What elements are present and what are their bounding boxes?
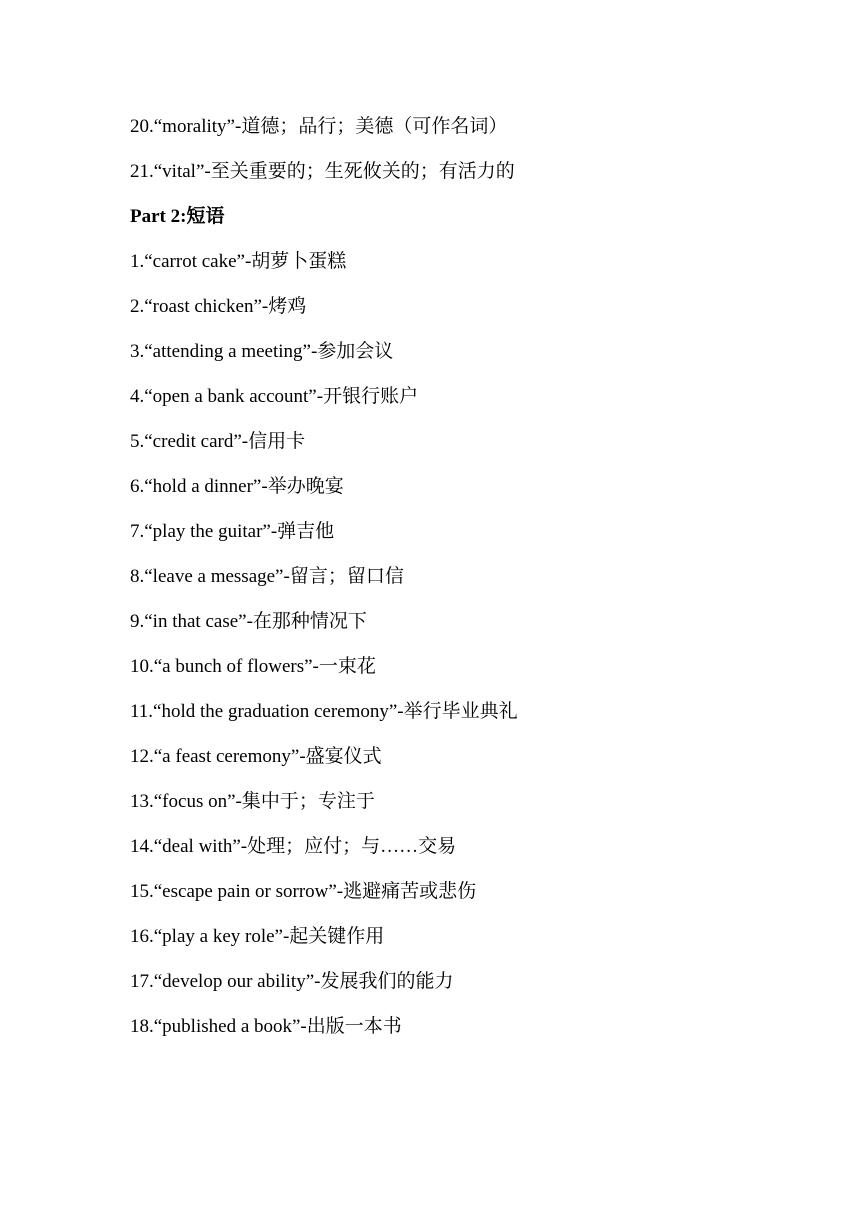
phrase-item-15: 15.“escape pain or sorrow”-逃避痛苦或悲伤 xyxy=(130,881,477,902)
vocab-item-20: 20.“morality”-道德；品行；美德（可作名词） xyxy=(130,116,508,137)
phrase-item-4: 4.“open a bank account”-开银行账户 xyxy=(130,386,419,407)
phrase-item-6: 6.“hold a dinner”-举办晚宴 xyxy=(130,476,344,497)
phrase-item-5: 5.“credit card”-信用卡 xyxy=(130,431,306,452)
phrase-item-12: 12.“a feast ceremony”-盛宴仪式 xyxy=(130,746,382,767)
phrase-item-3: 3.“attending a meeting”-参加会议 xyxy=(130,341,394,362)
phrase-item-13: 13.“focus on”-集中于；专注于 xyxy=(130,791,375,812)
phrase-item-10: 10.“a bunch of flowers”-一束花 xyxy=(130,656,376,677)
vocab-item-21: 21.“vital”-至关重要的；生死攸关的；有活力的 xyxy=(130,161,515,182)
section-heading: Part 2:短语 xyxy=(130,206,225,227)
phrase-item-7: 7.“play the guitar”-弹吉他 xyxy=(130,521,335,542)
phrase-item-9: 9.“in that case”-在那种情况下 xyxy=(130,611,367,632)
phrase-item-2: 2.“roast chicken”-烤鸡 xyxy=(130,296,307,317)
phrase-item-18: 18.“published a book”-出版一本书 xyxy=(130,1016,402,1037)
phrase-item-14: 14.“deal with”-处理；应付；与……交易 xyxy=(130,836,457,857)
phrase-item-1: 1.“carrot cake”-胡萝卜蛋糕 xyxy=(130,251,347,272)
document-page xyxy=(130,112,830,1057)
phrase-item-8: 8.“leave a message”-留言；留口信 xyxy=(130,566,404,587)
phrase-item-16: 16.“play a key role”-起关键作用 xyxy=(130,926,385,947)
phrase-item-11: 11.“hold the graduation ceremony”-举行毕业典礼 xyxy=(130,701,518,722)
phrase-item-17: 17.“develop our ability”-发展我们的能力 xyxy=(130,971,454,992)
